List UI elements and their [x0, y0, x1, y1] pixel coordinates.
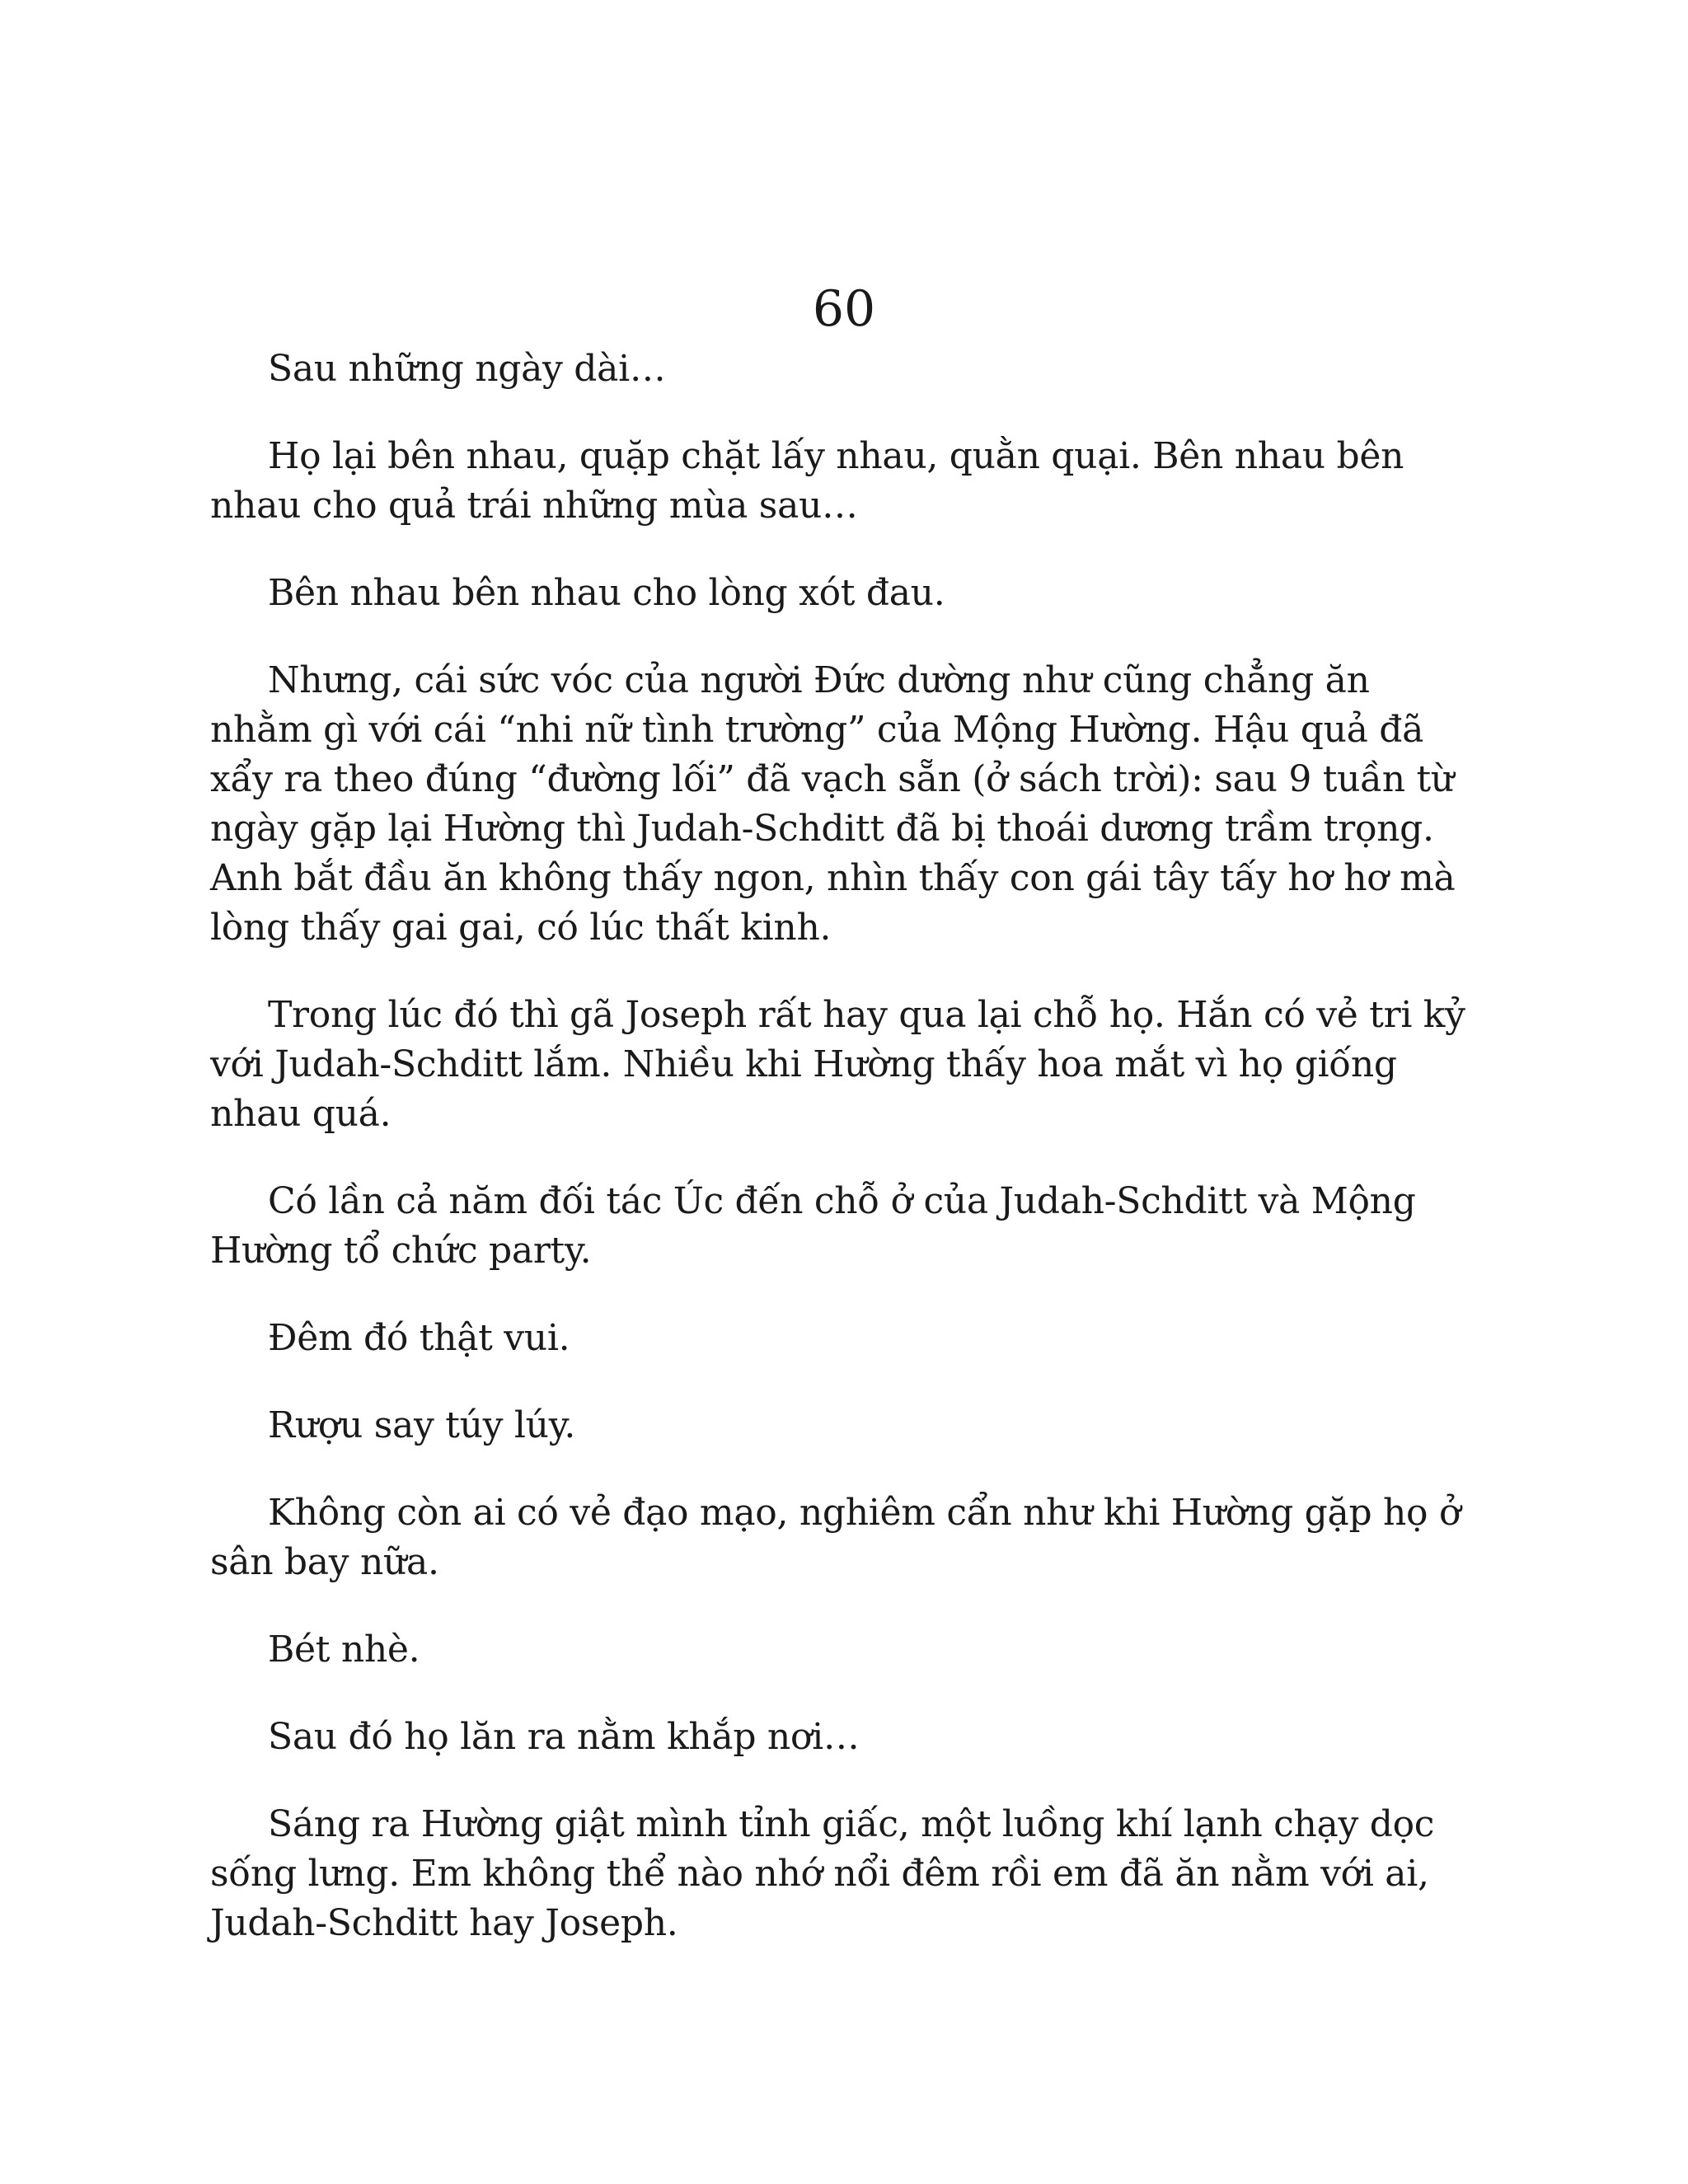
paragraph: Trong lúc đó thì gã Joseph rất hay qua lại chỗ họ. Hắn có vẻ tri kỷ với Judah-Schditt lắm. Nhiều khi Hường thấy hoa mắt vì họ giống nhau quá. — [210, 994, 1465, 1135]
paragraph: Sáng ra Hường giật mình tỉnh giấc, một luồng khí lạnh chạy dọc sống lưng. Em không thể nào nhớ nổi đêm rồi em đã ăn nằm với ai, Judah-Schditt hay Joseph. — [210, 1803, 1435, 1944]
paragraph: Không còn ai có vẻ đạo mạo, nghiêm cẩn như khi Hường gặp họ ở sân bay nữa. — [210, 1492, 1461, 1583]
paragraph: Sau những ngày dài… — [268, 348, 666, 390]
paragraph: Bên nhau bên nhau cho lòng xót đau. — [268, 572, 945, 614]
paragraph: Họ lại bên nhau, quặp chặt lấy nhau, quằn quại. Bên nhau bên nhau cho quả trái những mùa sau… — [210, 435, 1404, 527]
chapter-number: 60 — [812, 280, 876, 338]
paragraph: Có lần cả năm đối tác Úc đến chỗ ở của Judah-Schditt và Mộng Hường tổ chức party. — [210, 1180, 1416, 1272]
paragraph: Sau đó họ lăn ra nằm khắp nơi… — [268, 1716, 860, 1758]
chapter-body — [210, 344, 1475, 1986]
paragraph: Nhưng, cái sức vóc của người Đức dường như cũng chẳng ăn nhằm gì với cái “nhi nữ tình trường” của Mộng Hường. Hậu quả đã xẩy ra theo đúng “đường lối” đã vạch sẵn (ở sách trời): sau 9 tuần từ ngày gặp lại Hường thì Judah-Schditt đã bị thoái dương trầm trọng. Anh bắt đầu ăn không thấy ngon, nhìn thấy con gái tây tấy hơ hơ mà lòng thấy gai gai, có lúc thất kinh. — [210, 659, 1456, 949]
paragraph: Rượu say túy lúy. — [268, 1404, 576, 1446]
paragraph: Bét nhè. — [268, 1629, 420, 1671]
paragraph: Đêm đó thật vui. — [268, 1317, 570, 1359]
